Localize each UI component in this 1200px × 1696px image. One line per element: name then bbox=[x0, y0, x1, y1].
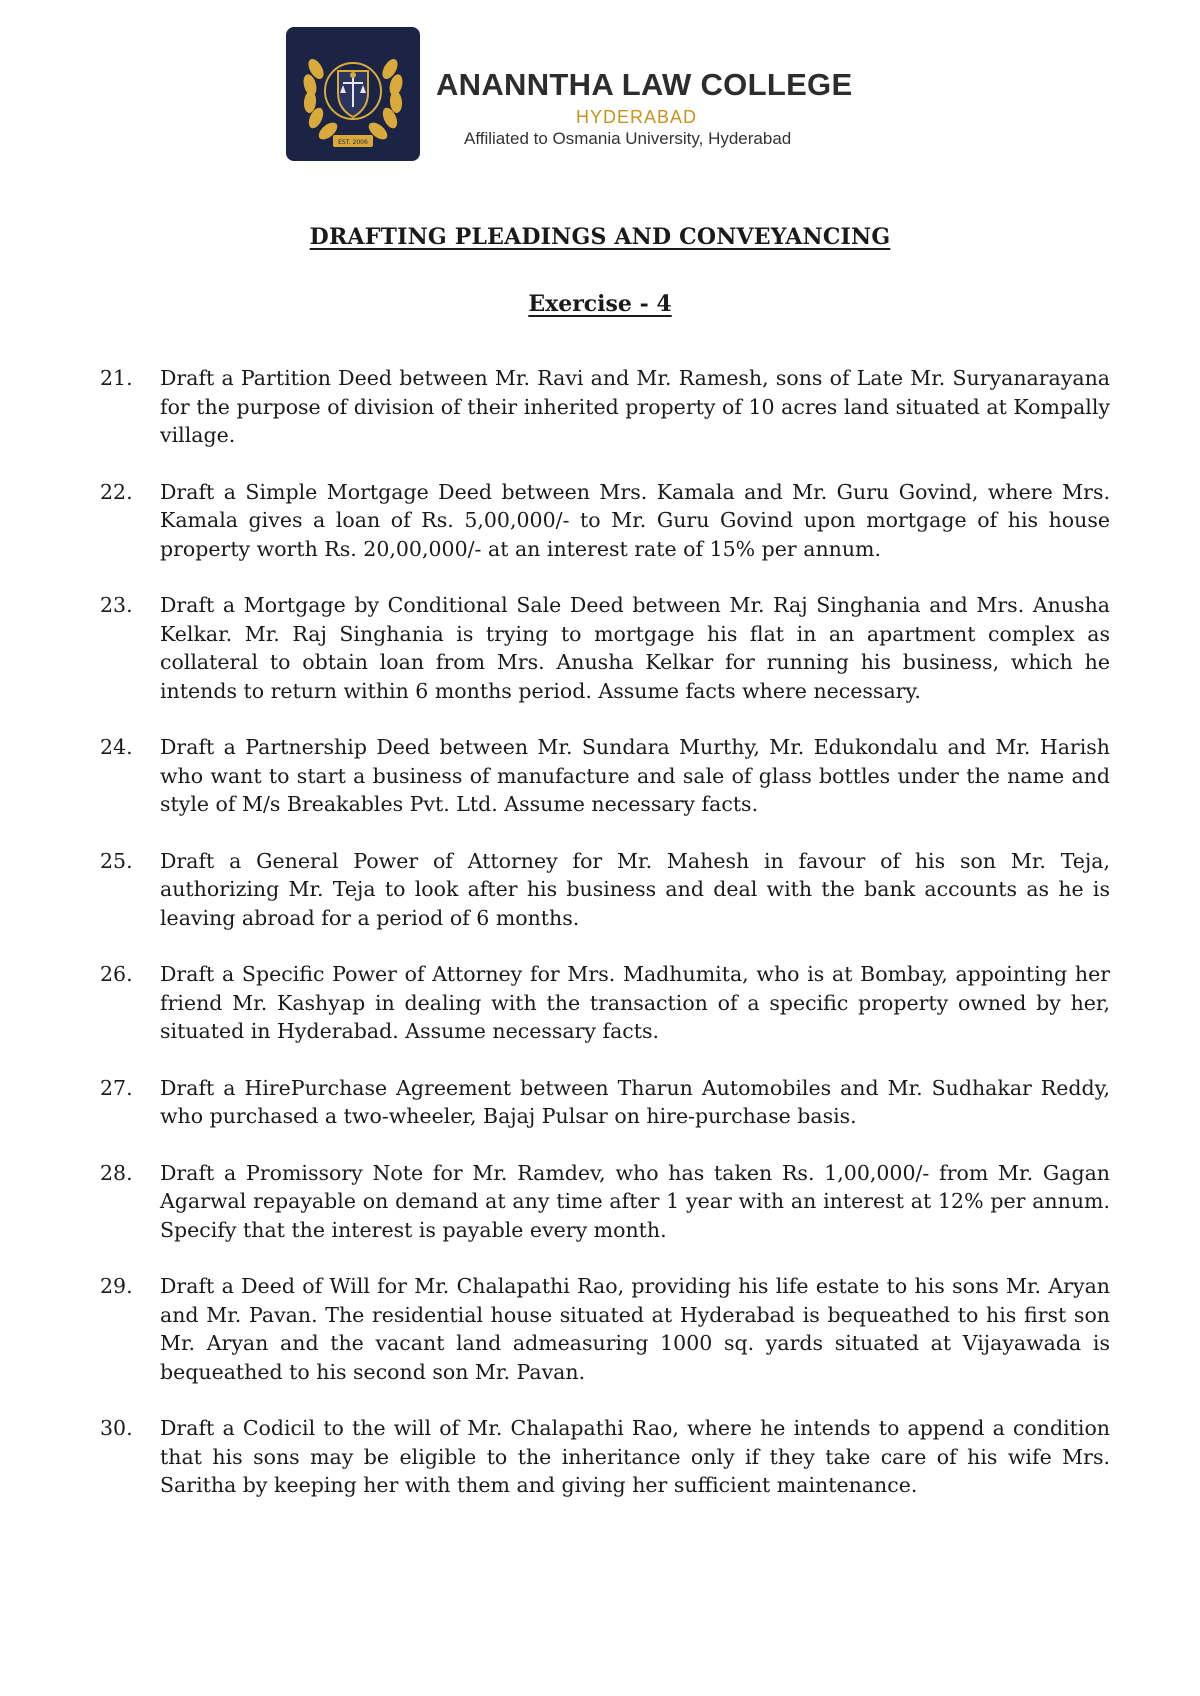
question-text: Draft a Deed of Will for Mr. Chalapathi Rao, providing his life estate to his sons Mr. Aryan and Mr. Pavan. The residential house situated at Hyderabad is bequeathed to his first son Mr. Aryan and the vacant land admeasuring 1000 sq. yards situated at Vijayawada is bequeathed to his second son Mr. Pavan. bbox=[160, 1274, 1110, 1384]
question-text: Draft a General Power of Attorney for Mr. Mahesh in favour of his son Mr. Teja, authorizing Mr. Teja to look after his business and deal with the bank accounts as he is leaving abroad for a period of 6 months. bbox=[160, 848, 1110, 930]
question-number: 26. bbox=[100, 962, 133, 986]
question-item bbox=[100, 1272, 1110, 1386]
question-text: Draft a Partnership Deed between Mr. Sundara Murthy, Mr. Edukondalu and Mr. Harish who want to start a business of manufacture and sale of glass bottles under the name and style of M/s Breakables Pvt. Ltd. Assume necessary facts. bbox=[160, 735, 1110, 816]
question-item bbox=[100, 960, 1110, 1046]
question-item bbox=[100, 1074, 1110, 1131]
logo-year: EST. 2006 bbox=[338, 139, 368, 146]
question-text: Draft a Partition Deed between Mr. Ravi and Mr. Ramesh, sons of Late Mr. Suryanarayana for the purpose of division of their inherited property of 10 acres land situated at Kompally village. bbox=[160, 366, 1110, 447]
college-affiliation: Affiliated to Osmania University, Hyderabad bbox=[464, 129, 792, 148]
question-item bbox=[100, 364, 1110, 450]
question-number: 22. bbox=[100, 479, 133, 504]
laurel-crest-icon bbox=[286, 27, 420, 161]
question-item bbox=[100, 1414, 1110, 1500]
question-text: Draft a Promissory Note for Mr. Ramdev, who has taken Rs. 1,00,000/- from Mr. Gagan Agarwal repayable on demand at any time after 1 year with an interest at 12% per annum. Specify that the interest is payable every month. bbox=[160, 1160, 1110, 1242]
question-item bbox=[100, 847, 1110, 933]
question-number: 29. bbox=[100, 1274, 133, 1298]
question-item bbox=[100, 478, 1110, 564]
college-header bbox=[286, 27, 906, 163]
question-number: 23. bbox=[100, 593, 133, 617]
college-name: ANANNTHA LAW COLLEGE bbox=[436, 67, 853, 102]
question-number: 21. bbox=[100, 366, 133, 390]
question-item bbox=[100, 1159, 1110, 1245]
document-title: DRAFTING PLEADINGS AND CONVEYANCING bbox=[309, 224, 891, 250]
question-number: 30. bbox=[100, 1416, 133, 1440]
question-number: 27. bbox=[100, 1075, 133, 1100]
question-item bbox=[100, 733, 1110, 819]
question-text: Draft a Mortgage by Conditional Sale Deed between Mr. Raj Singhania and Mrs. Anusha Kelkar. Mr. Raj Singhania is trying to mortgage his flat in an apartment complex as collateral to obtain loan from Mrs. Anusha Kelkar for running his business, which he intends to return within 6 months period. Assume facts where necessary. bbox=[160, 593, 1110, 703]
question-text: Draft a Codicil to the will of Mr. Chalapathi Rao, where he intends to append a condition that his sons may be eligible to the inheritance only if they take care of his wife Mrs. Saritha by keeping her with them and giving her sufficient maintenance. bbox=[160, 1416, 1110, 1497]
question-number: 24. bbox=[100, 735, 133, 759]
college-logo bbox=[286, 27, 420, 161]
exercise-heading: Exercise - 4 bbox=[528, 291, 672, 317]
college-city: HYDERABAD bbox=[576, 107, 698, 127]
question-list bbox=[100, 364, 1110, 1528]
question-text: Draft a Simple Mortgage Deed between Mrs. Kamala and Mr. Guru Govind, where Mrs. Kamala gives a loan of Rs. 5,00,000/- to Mr. Guru Govind upon mortgage of his house property worth Rs. 20,00,000/- at an interest rate of 15% per annum. bbox=[160, 479, 1110, 561]
question-text: Draft a Specific Power of Attorney for Mrs. Madhumita, who is at Bombay, appointing her friend Mr. Kashyap in dealing with the transaction of a specific property owned by her, situated in Hyderabad. Assume necessary facts. bbox=[160, 962, 1110, 1043]
question-item bbox=[100, 591, 1110, 705]
question-number: 25. bbox=[100, 848, 133, 873]
question-text: Draft a HirePurchase Agreement between Tharun Automobiles and Mr. Sudhakar Reddy, who purchased a two-wheeler, Bajaj Pulsar on hire-purchase basis. bbox=[160, 1075, 1110, 1128]
question-number: 28. bbox=[100, 1160, 133, 1185]
